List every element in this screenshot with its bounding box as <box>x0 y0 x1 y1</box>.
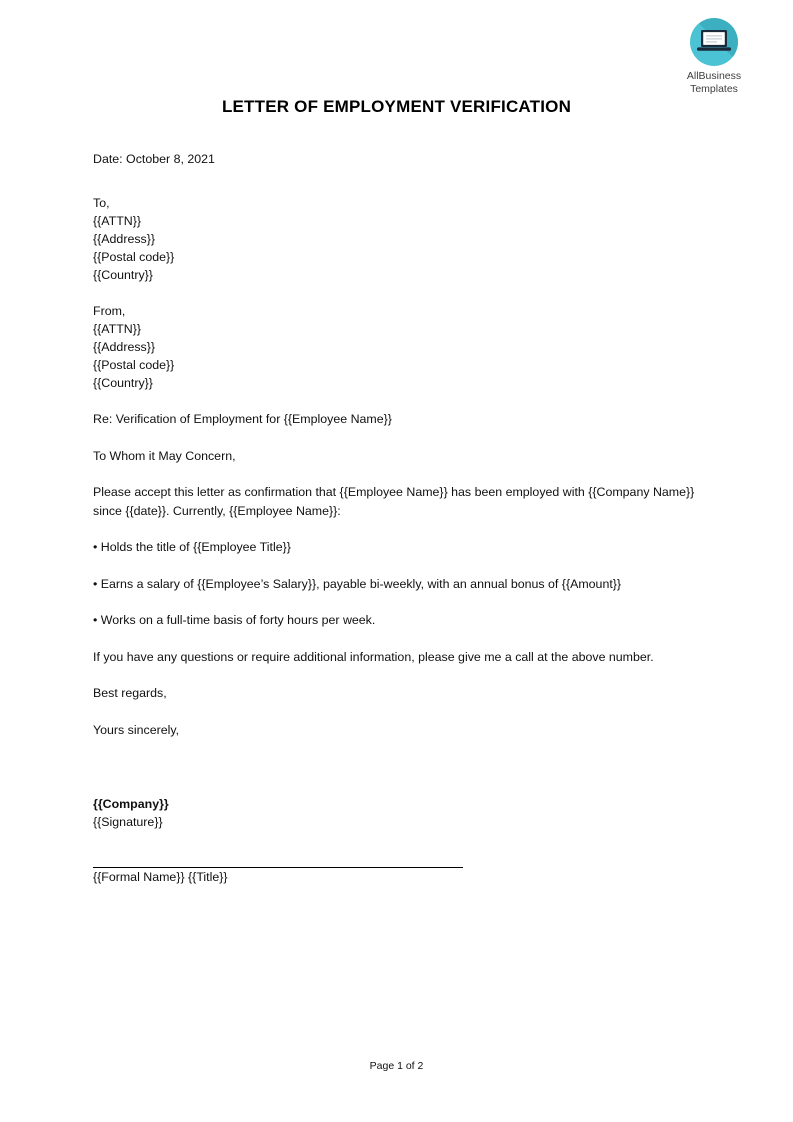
page-title: LETTER OF EMPLOYMENT VERIFICATION <box>221 97 572 116</box>
closing-paragraph: If you have any questions or require additional information, please give me a call at the above number. <box>93 649 654 664</box>
logo-text-line1: AllBusiness <box>686 70 742 82</box>
allbusiness-templates-logo <box>664 18 764 96</box>
subject-line: Re: Verification of Employment for {{Employee Name}} <box>93 412 392 426</box>
date-line: Date: October 8, 2021 <box>93 152 215 166</box>
intro-paragraph: Please accept this letter as confirmation that {{Employee Name}} has been employed with {{Company Name}} since {{date}}. Currently, {{Employee Name}}: <box>93 485 695 518</box>
spacer <box>93 520 699 538</box>
spacer <box>93 703 699 721</box>
to-attn: {{ATTN}} <box>93 214 141 228</box>
spacer <box>93 465 699 483</box>
bullet-item: • Holds the title of {{Employee Title}} <box>93 540 291 554</box>
bullet-item: • Works on a full-time basis of forty hours per week. <box>93 613 376 627</box>
signature-name-title: {{Formal Name}} {{Title}} <box>93 870 228 884</box>
page-footer: Page 1 of 2 <box>369 1060 424 1072</box>
logo-circle <box>690 18 738 66</box>
from-country: {{Country}} <box>93 376 153 390</box>
from-address: {{Address}} <box>93 340 156 354</box>
laptop-icon <box>697 29 731 55</box>
signature-placeholder: {{Signature}} <box>93 815 163 829</box>
best-regards: Best regards, <box>93 686 167 700</box>
signature-company: {{Company}} <box>93 797 169 811</box>
spacer <box>93 429 699 447</box>
spacer <box>93 392 699 410</box>
from-postal-code: {{Postal code}} <box>93 358 175 372</box>
bullet-item: • Earns a salary of {{Employee’s Salary}}, payable bi-weekly, with an annual bonus of {{Amount}} <box>93 576 622 591</box>
spacer <box>93 630 699 648</box>
yours-sincerely: Yours sincerely, <box>93 722 180 737</box>
from-attn: {{ATTN}} <box>93 322 141 336</box>
recipient-address-block <box>93 194 699 284</box>
letter-body <box>93 150 699 886</box>
to-heading: To, <box>93 196 110 210</box>
to-postal-code: {{Postal code}} <box>93 250 175 264</box>
to-address: {{Address}} <box>93 232 156 246</box>
spacer <box>93 168 699 194</box>
from-heading: From, <box>93 304 126 318</box>
spacer <box>93 557 699 575</box>
spacer <box>93 666 699 684</box>
spacer <box>93 593 699 611</box>
sender-address-block <box>93 302 699 392</box>
salutation: To Whom it May Concern, <box>93 448 236 463</box>
spacer <box>93 739 699 795</box>
logo-text-line2: Templates <box>690 83 738 95</box>
spacer <box>93 284 699 302</box>
spacer <box>93 831 699 867</box>
to-country: {{Country}} <box>93 268 153 282</box>
